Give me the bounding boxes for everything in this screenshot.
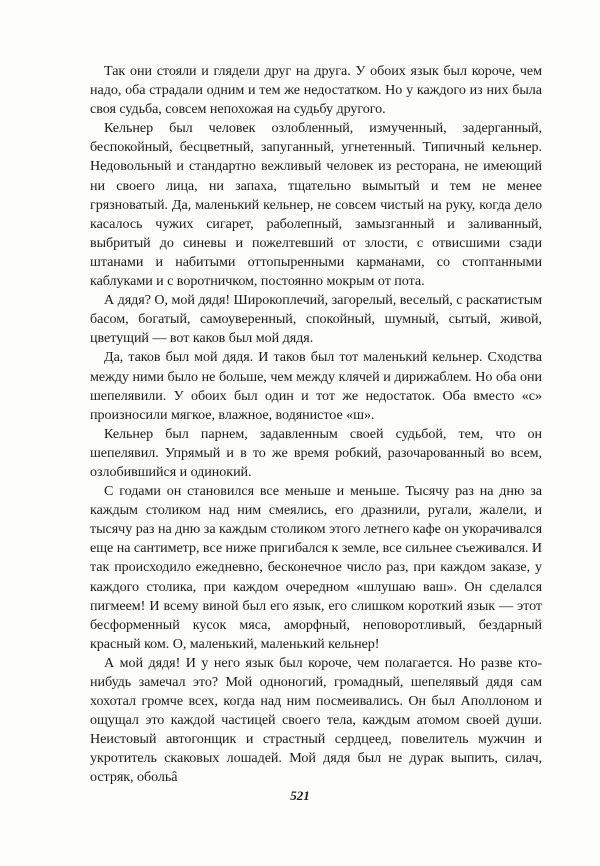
paragraph-5: Кельнер был парнем, задавленным своей судьбой, тем, что он шепелявил. Упрямый и в то же время робкий, разочарованный во всем, озлобившийся и одинокий. (90, 425, 542, 480)
body-text (90, 62, 542, 788)
paragraph-2: Кельнер был человек озлобленный, измученный, задерганный, беспокойный, бесцветный, запуганный, угнетенный. Типичный кельнер. Недовольный и стандартно вежливый человек из ресторана, не имеющий ни своего лица, ни запаха, тщательно вымытый и тем не менее грязноватый. Да, маленький кельнер, не совсем чистый на руку, когда дело касалось чужих сигарет, раболепный, замызганный и заливанный, выбритый до синевы и пожелтевший от злости, с отвисшими сзади штанами и набитыми оттопыренными карманами, со стоптанными каблуками и с воротничком, постоянно мокрым от пота. (90, 120, 542, 290)
paragraph-4: Да, таков был мой дядя. И таков был тот маленький кельнер. Сходства между ними было не больше, чем между клячей и дирижаблем. Но оба они шепелявили. У обоих был один и тот же недостаток. Оба вместо «с» произносили мягкое, влажное, водянистое «ш». (90, 349, 542, 423)
paragraph-1: Так они стояли и глядели друг на друга. У обоих язык был короче, чем надо, оба страдали одним и тем же недостатком. Но у каждого из них была своя судьба, совсем непохожая на судьбу другого. (90, 63, 542, 118)
page-number: 521 (290, 788, 310, 803)
paragraph-3: А дядя? О, мой дядя! Широкоплечий, загорелый, веселый, с раскатистым басом, богатый, самоуверенный, спокойный, шумный, сытый, живой, цветущий — вот каков был мой дядя. (90, 292, 542, 347)
paragraph-6: С годами он становился все меньше и меньше. Тысячу раз на дню за каждым столиком над ним смеялись, его дразнили, ругали, жалели, и тысячу раз на дню за каждым столиком этого летнего кафе он укорачивался еще на сантиметр, все ниже пригибался к земле, все сильнее съеживался. И так происходило ежедневно, бесконечное число раз, при каждом заказе, у каждого столика, при каждом очередном «шлушаю ваш». Он сделался пигмеем! И всему виной был его язык, его слишком короткий язык — этот бесформенный кусок мяса, аморфный, неповоротливый, бездарный красный ком. О, маленький, маленький кельнер! (90, 483, 542, 652)
paragraph-7: А мой дядя! И у него язык был короче, чем полагается. Но разве кто-нибудь замечал это? Мой одноногий, громадный, шепелявый дядя сам хохотал громче всех, когда над ним посмеивались. Он был Аполлоном и ощущал это каждой частицей своего тела, каждым атомом своей души. Неистовый автогонщик и страстный сердцеед, повелитель мужчин и укротитель скаковых лошадей. Мой дядя был не дурак выпить, силач, остряк, обольâ (90, 654, 542, 786)
